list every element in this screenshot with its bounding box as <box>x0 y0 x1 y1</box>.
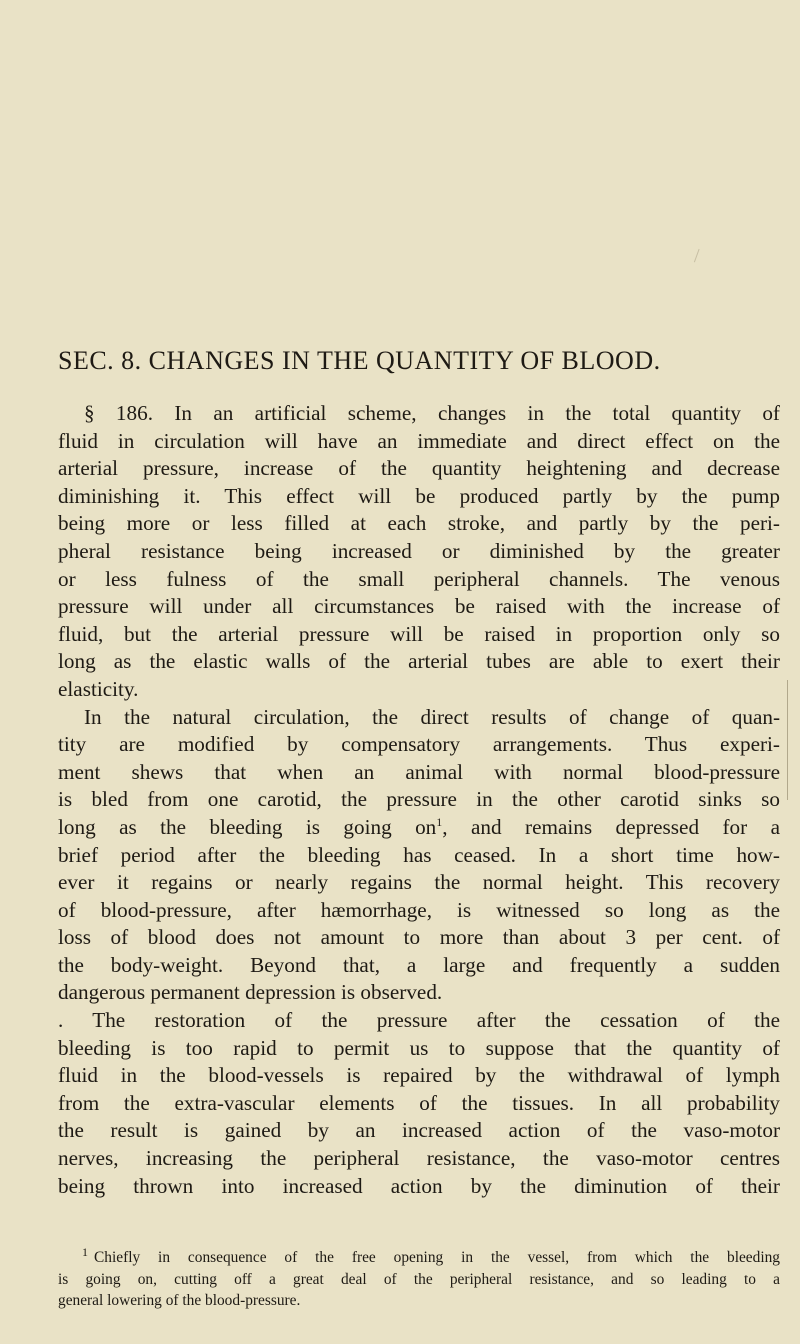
footnote-line <box>58 1244 780 1269</box>
paper-mark <box>694 249 707 265</box>
line-text: fluid, but the arterial pressure will be raised in proportion only so <box>58 621 780 646</box>
text-line <box>58 566 780 594</box>
line-text: § 186. In an artificial scheme, changes in the total quantity of <box>84 401 780 425</box>
footnote-text: general lowering of the blood-pressure. <box>58 1292 301 1309</box>
footnote-text: is going on, cutting off a great deal of the peripheral resistance, and so leading to a <box>58 1270 780 1288</box>
line-text: bleeding is too rapid to permit us to suppose that the quantity of <box>58 1035 780 1060</box>
text-line <box>58 1117 780 1145</box>
line-text: loss of blood does not amount to more than about 3 per cent. of <box>58 925 780 950</box>
footnote-line <box>58 1269 780 1291</box>
line-text: long as the elastic walls of the arterial tubes are able to exert their <box>58 649 780 674</box>
line-text: nerves, increasing the peripheral resistance, the vaso-motor centres <box>58 1146 780 1171</box>
line-text: diminishing it. This effect will be produced partly by the pump <box>58 483 780 508</box>
text-line <box>58 593 780 621</box>
line-text: is bled from one carotid, the pressure in the other carotid sinks so <box>58 787 780 812</box>
text-line <box>58 704 780 732</box>
line-text: dangerous permanent depression is observed. <box>58 980 443 1005</box>
text-line <box>58 400 780 428</box>
text-line <box>58 648 780 676</box>
line-text: In the natural circulation, the direct results of change of quan- <box>84 704 780 729</box>
text-line <box>58 814 780 842</box>
line-text: brief period after the bleeding has ceased. In a short time how- <box>58 842 780 867</box>
text-line <box>58 1062 780 1090</box>
footnote-marker: 1 <box>436 814 443 829</box>
body-text <box>58 400 780 1200</box>
text-line <box>58 1145 780 1173</box>
text-line <box>58 842 780 870</box>
footnote-number: 1 <box>82 1244 88 1259</box>
line-text: fluid in circulation will have an immediate and direct effect on the <box>58 428 780 453</box>
line-text: the body-weight. Beyond that, a large and frequently a sudden <box>58 952 780 977</box>
text-line <box>58 731 780 759</box>
text-line <box>58 924 780 952</box>
text-line <box>58 952 780 980</box>
section-heading: SEC. 8. CHANGES IN THE QUANTITY OF BLOOD. <box>58 346 661 375</box>
text-line <box>58 1090 780 1118</box>
line-text: of blood-pressure, after hæmorrhage, is witnessed so long as the <box>58 897 780 922</box>
margin-bracket <box>783 680 788 800</box>
text-line <box>58 1007 780 1035</box>
text-line <box>58 897 780 925</box>
footnote-text: Chiefly in consequence of the free opening in the vessel, from which the bleeding <box>94 1249 780 1266</box>
text-line <box>58 979 780 1007</box>
line-text: being thrown into increased action by the diminution of their <box>58 1173 780 1198</box>
line-text: long as the bleeding is going on <box>58 814 437 839</box>
footnote <box>58 1244 780 1312</box>
line-text: elasticity. <box>58 676 139 701</box>
line-text: or less fulness of the small peripheral channels. The venous <box>58 566 780 591</box>
text-line <box>58 1173 780 1201</box>
line-text: tity are modified by compensatory arrangements. Thus experi- <box>58 732 780 757</box>
line-text: pressure will under all circumstances be raised with the increase of <box>58 594 780 619</box>
line-text: from the extra-vascular elements of the tissues. In all probability <box>58 1090 780 1115</box>
line-text: being more or less filled at each stroke, and partly by the peri- <box>58 511 780 536</box>
text-line <box>58 759 780 787</box>
text-line <box>58 538 780 566</box>
text-line <box>58 1035 780 1063</box>
text-line <box>58 455 780 483</box>
line-text: ever it regains or nearly regains the normal height. This recovery <box>58 870 780 895</box>
text-line <box>58 483 780 511</box>
line-text: the result is gained by an increased action of the vaso-motor <box>58 1118 780 1143</box>
text-line <box>58 621 780 649</box>
text-line <box>58 428 780 456</box>
text-line <box>58 869 780 897</box>
line-text: . The restoration of the pressure after the cessation of the <box>58 1008 780 1033</box>
line-text: fluid in the blood-vessels is repaired by the withdrawal of lymph <box>58 1063 780 1088</box>
text-line <box>58 676 780 704</box>
line-text: arterial pressure, increase of the quantity heightening and decrease <box>58 456 780 481</box>
footnote-line <box>58 1290 780 1312</box>
line-text-continued: , and remains depressed for a <box>442 814 780 839</box>
line-text: pheral resistance being increased or diminished by the greater <box>58 538 780 563</box>
text-line <box>58 510 780 538</box>
line-text: ment shews that when an animal with normal blood-pressure <box>58 759 780 784</box>
text-line <box>58 786 780 814</box>
